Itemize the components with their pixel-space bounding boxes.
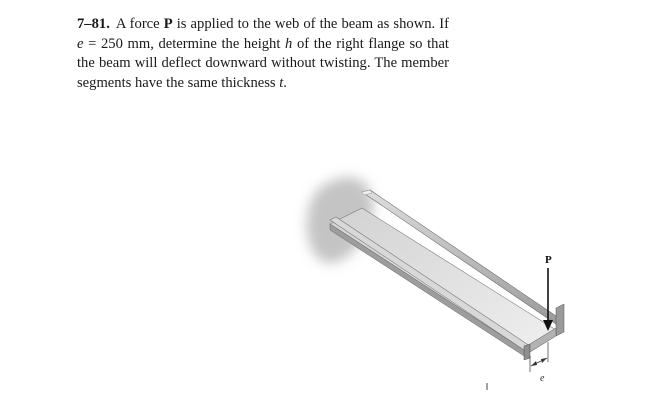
dim-label: e [540, 373, 545, 384]
eccentricity-symbol: e [77, 35, 84, 52]
force-symbol: P [163, 16, 173, 32]
thickness-symbol: t [279, 74, 284, 91]
text-segment: of the right flange so that the beam will deflect downward without twisting. The member segments have the same thickness [77, 35, 449, 91]
dim-arrow-right [541, 358, 547, 363]
problem-number: 7–81. [77, 16, 110, 32]
beam-end-section [524, 344, 530, 360]
beam-web [330, 208, 556, 350]
beam-figure [290, 160, 590, 410]
text-segment: is applied to the web of the beam as shown. If [172, 16, 449, 32]
text-segment: = 250 mm, determine the height [83, 35, 286, 52]
force-label: P [545, 254, 552, 266]
text-segment: A force [115, 16, 164, 32]
beam-web-edge [330, 224, 524, 356]
problem-statement [77, 15, 449, 93]
text-segment: . [283, 74, 287, 91]
height-symbol: h [285, 35, 293, 52]
dim-arrow-left [531, 361, 537, 366]
beam-end-flange [556, 304, 564, 336]
